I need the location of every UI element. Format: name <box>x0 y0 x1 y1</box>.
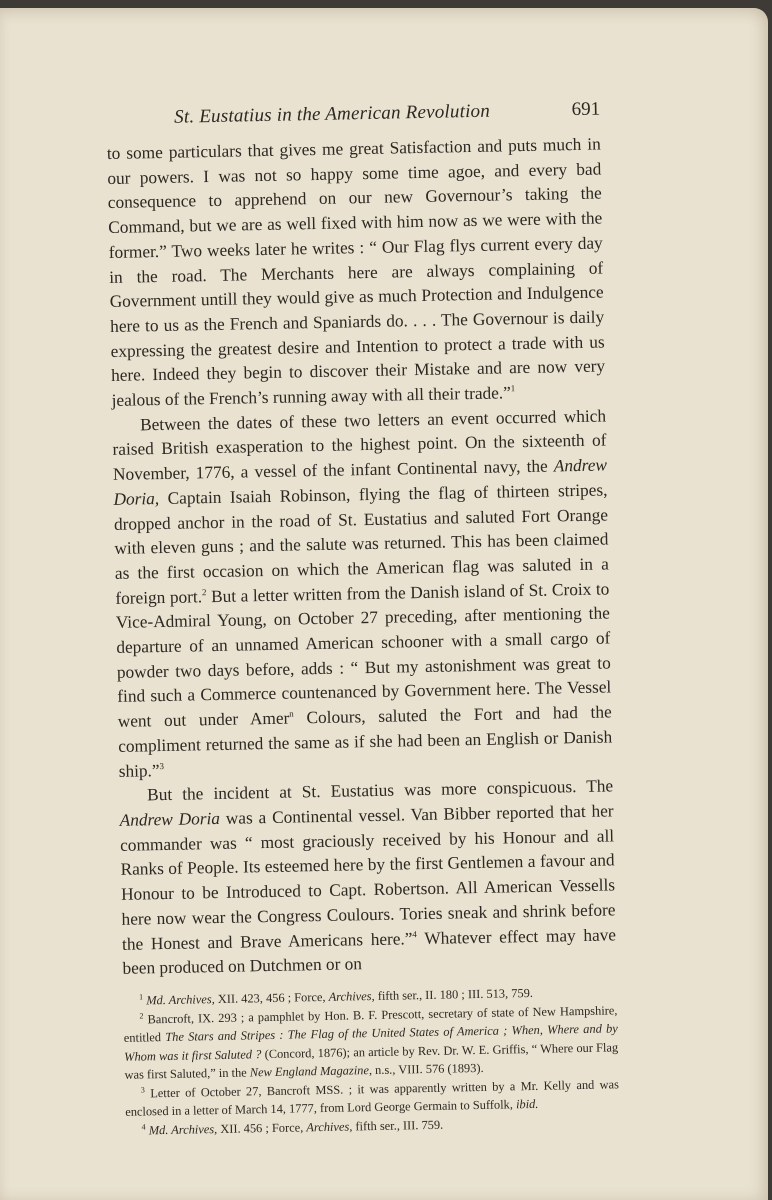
paragraph-2-text-b: Captain Isaiah Robinson, flying the flag of thirteen stripes, dropped anchor in the road of St. Eustatius and saluted Fort Orange with eleven guns ; and the salute was returned. This has been claimed as the first occasion on which the American flag was saluted in a foreign port. <box>113 480 610 608</box>
text-column <box>106 99 620 1141</box>
footnote-text: (Concord, 1876); an article by Rev. Dr. W. E. Griffis, “ Where our Flag was first Saluted,” in the <box>124 1040 619 1083</box>
footnote-source: Md. Archives, <box>148 1122 218 1138</box>
footnote-ref-1: 1 <box>510 383 516 394</box>
ship-name: Andrew Doria <box>119 808 221 830</box>
paragraph-2-text-d: Colours, saluted the Fort and had the compliment returned the same as if she had been an English or Danish ship.” <box>118 702 613 781</box>
book-page <box>0 8 768 1200</box>
running-title: St. Eustatius in the American Revolution <box>173 100 491 128</box>
footnote-text: n.s., VIII. 576 (1893). <box>374 1061 484 1078</box>
paragraph-3 <box>119 775 617 982</box>
footnotes <box>123 982 620 1140</box>
paragraph-3-text-c: Whatever effect may have been produced on Dutchmen or on <box>122 924 617 979</box>
page-number: 691 <box>571 98 601 121</box>
running-header <box>106 99 600 130</box>
paragraph-3-text-a: But the incident at St. Eustatius was more conspicuous. The <box>147 776 614 805</box>
footnote-source: Md. Archives, <box>146 991 215 1008</box>
ship-name: Andrew Doria, <box>113 455 608 509</box>
footnote-title: The Stars and Stripes : The Flag of the United States of America ; When, Where and by Whom was it first Saluted ? <box>124 1021 618 1064</box>
paragraph-2 <box>112 404 613 784</box>
footnote-number: 1 <box>138 992 144 1002</box>
footnote-number: 3 <box>140 1085 145 1095</box>
paragraph-2-text-a: Between the dates of these two letters an event occurred which raised British exasperation to the highest point. On the sixteenth of November, 1776, a vessel of the infant Continental navy, the <box>112 406 607 485</box>
abbreviation-superscript: n <box>289 708 294 719</box>
paragraph-2-text-c: But a letter written from the Danish island of St. Croix to Vice-Admiral Young, on October 27 preceding, after mentioning the departure of an unnamed American schooner with a small cargo of powder two days before, adds : “ But my astonishment was great to find such a Commerce countenanced by Government here. The Vessel went out under Amer <box>115 579 612 732</box>
footnote-ref-2: 2 <box>201 586 207 597</box>
footnote-text: XII. 423, 456 ; Force, <box>217 989 326 1006</box>
paragraph-3-text-b: was a Continental vessel. Van Bibber reported that her commander was “ most graciously received by his Honour and all Ranks of People. Its esteemed here by the first Gentlemen a favour and Honour to be Introduced to Capt. Robertson. All American Vessells here now wear the Congress Coulours. Tories sneak and shrink before the Honest and Brave Americans here.” <box>119 801 616 954</box>
footnote-source: Archives, <box>306 1119 353 1135</box>
footnote-title: New England Magazine, <box>249 1063 373 1080</box>
footnote-source: Archives, <box>328 988 375 1004</box>
footnote-text: fifth ser., II. 180 ; III. 513, 759. <box>377 985 534 1003</box>
footnote-ref-3: 3 <box>159 760 165 771</box>
footnote-text: Letter of October 27, Bancroft MSS. ; it was apparently written by a Mr. Kelly and was enclosed in a letter of March 14, 1777, from Lord George Germain to Suffolk, <box>125 1077 619 1120</box>
paragraph-1 <box>107 133 606 414</box>
footnote-text: Bancroft, IX. 293 ; a pamphlet by Hon. B. F. Prescott, secretary of state of New Hampshire, entitled <box>123 1002 618 1045</box>
footnote-ref-4: 4 <box>412 928 417 939</box>
paragraph-1-text: to some particulars that gives me great Satisfaction and puts much in our powers. I was not so happy some time agoe, and every bad consequence to apprehend on our new Governour’s taking the Command, but we are as well fixed with him now as we were with the former.” Two weeks later he writes : “ Our Flag flys current every day in the road. The Merchants here are always complaining of Government untill they would give as much Protection and Indulgence here to us as the French and Spaniards do. . . . The Governour is daily expressing the greatest desire and Intention to protect a trade with us here. Indeed they begin to discover their Mistake and are now very jealous of the French’s running away with all their trade.” <box>106 134 606 410</box>
footnote-number: 2 <box>139 1010 144 1021</box>
footnote-ibid: ibid. <box>515 1097 539 1112</box>
footnote-number: 4 <box>141 1122 146 1132</box>
footnote-2 <box>123 1001 618 1085</box>
footnote-text: fifth ser., III. 759. <box>355 1117 444 1134</box>
footnote-text: XII. 456 ; Force, <box>220 1120 304 1137</box>
